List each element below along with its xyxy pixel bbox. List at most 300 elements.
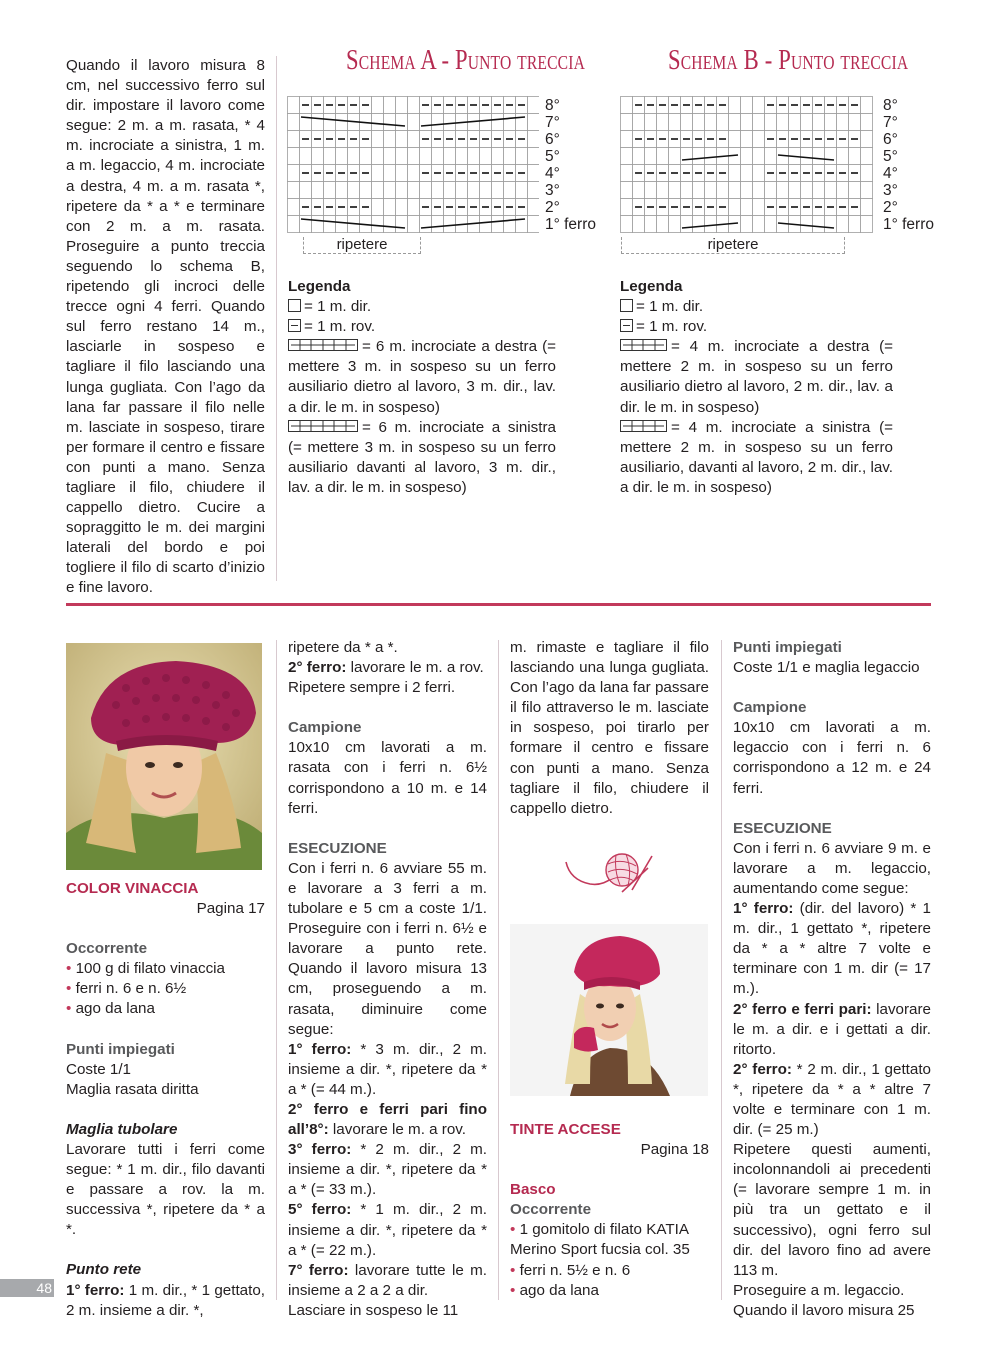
basco-title: Basco [510, 1181, 556, 1199]
end-text: Lasciare in sospeso le 11 [288, 1301, 459, 1319]
chart-cell [372, 114, 384, 131]
chart-cell [360, 148, 372, 165]
legend-purl: = 1 m. rov. [636, 318, 708, 336]
schema-a-repeat-label: ripetere [336, 236, 388, 253]
chart-cell [396, 182, 408, 199]
chart-cell [288, 216, 300, 233]
chart-cell [753, 199, 765, 216]
row-label: 2° ferro: [733, 1060, 792, 1078]
chart-cell [849, 216, 861, 233]
legend-cable-right: = 4 m. incrociate a destra (= mettere 2 m. in sospeso su un ferro ausiliario dietro al lavoro, 2 m. dir., lav. a dir. le m. in sospeso) [620, 338, 893, 416]
campione-text: 10x10 cm lavorati a m. rasata con i ferri n. 6½ corrispondono a 10 m. e 14 ferri. [288, 739, 487, 817]
chart-cell [432, 216, 444, 233]
chart-cell [693, 216, 705, 233]
chart-cell [420, 182, 432, 199]
cable-right-6-icon [288, 339, 358, 352]
chart-cell [753, 114, 765, 131]
intro-text-column [66, 56, 265, 599]
chart-cell [849, 148, 861, 165]
chart-cell [633, 148, 645, 165]
chart-cell [777, 114, 789, 131]
chart-row-label: 1° ferro [883, 216, 934, 233]
chart-row-label: 3° [883, 182, 898, 199]
intro-paragraph: Quando il lavoro misura 8 cm, nel successivo ferro sul dir. impostare il lavoro come segue: 2 m. a m. rasata, * 4 m. incrociate a sinistra, 1 m. a m. legaccio, 4 m. incrociate a destra, 4 m. a m. rasata *, ripetere da * a * e terminare con 2 m. a m. rasata. Proseguire a punto treccia seguendo lo schema B, ripetendo gli incroci delle trecce ogni 4 ferri. Quando sul ferro restano 14 m., lasciarle in sospeso e tagliare il filo lasciando una lunga gugliata. Con l’ago da lana far passare il filo nelle m. lasciate in sospeso, tirare per formare il centro e fissare con punti a mano. Senza tagliare il filo, chiudere il cappello dietro. Cucire a sopraggitto le m. dei margini laterali del bordo e poi togliere il filo di scarto d’inizio e fine lavoro. [66, 57, 265, 597]
beret-woman-photo [66, 643, 262, 870]
chart-cell [825, 148, 837, 165]
chart-cell [420, 148, 432, 165]
page-reference: Pagina 17 [196, 900, 265, 918]
tail-text: Quando il lavoro misura 25 [733, 1301, 915, 1319]
chart-cell [621, 131, 633, 148]
chart-cell [528, 199, 540, 216]
col2-intro: ripetere da * a *. [288, 639, 398, 656]
chart-cell [480, 216, 492, 233]
chart-cell [312, 148, 324, 165]
occorrente-title: Occorrente [510, 1201, 592, 1219]
chart-cell [408, 199, 420, 216]
purl-square-icon [288, 319, 301, 332]
chart-row-label: 2° [883, 199, 898, 216]
chart-cell [729, 114, 741, 131]
chart-cell [300, 148, 312, 165]
chart-cell [384, 131, 396, 148]
chart-cell [528, 131, 540, 148]
pink-beret-woman-photo [510, 924, 708, 1096]
chart-cell [753, 216, 765, 233]
chart-cell [528, 114, 540, 131]
schema-a-legend-title: Legenda [288, 278, 351, 295]
chart-cell [621, 97, 633, 114]
chart-cell [837, 182, 849, 199]
chart-cell [705, 114, 717, 131]
row-text: * 2 m. dir., 2 m. insieme a dir. *, ripetere da * a * (= 33 m.). [288, 1141, 487, 1199]
chart-cell [861, 114, 873, 131]
chart-cell [657, 148, 669, 165]
chart-cell [813, 148, 825, 165]
chart-row-label: 7° [883, 114, 898, 131]
chart-cell [825, 182, 837, 199]
chart-cell [705, 148, 717, 165]
chart-cell [621, 148, 633, 165]
chart-cell [396, 97, 408, 114]
chart-cell [849, 182, 861, 199]
chart-cell [288, 199, 300, 216]
row-label: 2° ferro e ferri pari: [733, 1000, 872, 1018]
chart-cell [705, 216, 717, 233]
occorrente-title: Occorrente [66, 940, 148, 958]
row-text: * 3 m. dir., 2 m. insieme a dir. *, ripetere da * a * (= 44 m.). [288, 1040, 487, 1098]
tubolare-text: Lavorare tutti i ferri come segue: * 1 m. dir., filo davanti e passare a rov. la m. successiva *, ripetere da * a *. [66, 1140, 265, 1239]
chart-cell [528, 216, 540, 233]
chart-cell [516, 148, 528, 165]
chart-cell [324, 216, 336, 233]
chart-cell [324, 182, 336, 199]
chart-cell [801, 114, 813, 131]
row-label: 5° ferro: [288, 1201, 352, 1219]
chart-cell [396, 165, 408, 182]
chart-cell [813, 114, 825, 131]
chart-cell [621, 199, 633, 216]
chart-cell [765, 182, 777, 199]
chart-cell [657, 182, 669, 199]
row-text: * 2 m. dir., 1 gettato *, ripetere da * a * altre 7 volte e terminare con 1 m. dir. (= 25 m.) [733, 1060, 932, 1139]
chart-cell [288, 131, 300, 148]
row-text: * 1 m. dir., 2 m. insieme a dir. *, ripetere da * a * (= 22 m.). [288, 1201, 487, 1259]
legend-cable-left: = 6 m. incrociate a sinistra (= mettere 3 m. in sospeso su un ferro ausiliario davanti al lavoro, 3 m. dir., lav. a dir. le m. in sospeso) [288, 418, 556, 496]
chart-cell [324, 114, 336, 131]
tail-text: Proseguire a m. legaccio. [733, 1281, 905, 1299]
chart-cell [693, 182, 705, 199]
chart-cell [420, 114, 432, 131]
chart-cell [729, 131, 741, 148]
row-text: lavorare le m. a rov. [346, 659, 484, 677]
chart-cell [408, 114, 420, 131]
chart-cell [837, 114, 849, 131]
chart-cell [288, 97, 300, 114]
chart-cell [753, 97, 765, 114]
chart-cell [300, 114, 312, 131]
chart-cell [753, 148, 765, 165]
chart-cell [372, 97, 384, 114]
chart-cell [312, 114, 324, 131]
chart-cell [528, 165, 540, 182]
chart-cell [825, 114, 837, 131]
chart-cell [645, 182, 657, 199]
cable-left-4-icon [620, 420, 667, 433]
chart-cell [669, 148, 681, 165]
chart-cell [837, 216, 849, 233]
chart-cell [492, 114, 504, 131]
chart-cell [396, 114, 408, 131]
chart-cell [468, 148, 480, 165]
chart-cell [504, 114, 516, 131]
chart-cell [633, 216, 645, 233]
list-item: • ferri n. 6 e n. 6½ [66, 980, 187, 998]
chart-cell [861, 97, 873, 114]
chart-cell [336, 216, 348, 233]
campione-text: 10x10 cm lavorati a m. legaccio con i ferri n. 6 corrispondono a 12 m. e 24 ferri. [733, 719, 931, 797]
chart-cell [300, 182, 312, 199]
chart-cell [504, 216, 516, 233]
row-label: 3° ferro: [288, 1141, 352, 1159]
chart-cell [645, 216, 657, 233]
row-text: lavorare tutte le m. insieme a 2 a 2 a dir. [288, 1261, 487, 1299]
chart-cell [705, 182, 717, 199]
chart-cell [633, 114, 645, 131]
column-3 [510, 638, 709, 819]
chart-cell [288, 165, 300, 182]
punti-text: Coste 1/1 e maglia legaccio [733, 659, 920, 677]
chart-cell [861, 148, 873, 165]
chart-cell [741, 97, 753, 114]
chart-cell [729, 199, 741, 216]
schema-a-row-labels [545, 97, 596, 233]
chart-cell [516, 216, 528, 233]
chart-cell [480, 114, 492, 131]
chart-cell [765, 216, 777, 233]
tail-text: Ripetere questi aumenti, incolonnandoli ai precedenti (= lavorare sempre 1 m. in più tra un gettato e il successivo), ogni ferro sul dir. del lavoro fino ad avere 113 m. [733, 1141, 931, 1279]
chart-cell [432, 114, 444, 131]
knit-square-icon [288, 299, 301, 312]
chart-cell [741, 165, 753, 182]
list-item: • ago da lana [66, 1000, 155, 1018]
chart-cell [681, 216, 693, 233]
chart-cell [372, 131, 384, 148]
chart-cell [516, 114, 528, 131]
chart-cell [516, 182, 528, 199]
chart-cell [645, 148, 657, 165]
chart-cell [657, 216, 669, 233]
legend-cable-left: = 4 m. incrociate a sinistra (= mettere 2 m. in sospeso su un ferro ausiliario, davanti al lavoro, 2 m. dir., lav. a dir. le m. in sospeso) [620, 418, 893, 496]
chart-cell [480, 182, 492, 199]
cable-left-6-icon [288, 420, 358, 433]
chart-cell [384, 97, 396, 114]
chart-row-label: 5° [883, 148, 898, 165]
chart-cell [645, 114, 657, 131]
chart-row-label: 6° [883, 131, 898, 148]
chart-cell [384, 216, 396, 233]
chart-row-label: 5° [545, 148, 560, 165]
row-label: 7° ferro: [288, 1261, 349, 1279]
chart-cell [408, 182, 420, 199]
chart-cell [861, 165, 873, 182]
chart-cell [813, 182, 825, 199]
chart-cell [420, 216, 432, 233]
chart-cell [669, 216, 681, 233]
chart-cell [336, 114, 348, 131]
list-item: Maglia rasata diritta [66, 1080, 199, 1098]
chart-cell [288, 114, 300, 131]
chart-cell [336, 148, 348, 165]
col3-text: m. rimaste e tagliare il filo lasciando una lunga gugliata. Con l’ago da lana far passare il filo attraverso le m. lasciate in sospeso, poi tirarlo per formare il centro e fissare con punti a mano. Senza tagliare il filo, chiudere il cappello dietro. [510, 639, 709, 817]
chart-cell [741, 131, 753, 148]
chart-cell [825, 216, 837, 233]
chart-cell [681, 182, 693, 199]
rete-row-label: 1° ferro: [66, 1281, 125, 1299]
chart-cell [789, 114, 801, 131]
chart-cell [372, 165, 384, 182]
chart-row-label: 2° [545, 199, 560, 216]
chart-cell [456, 148, 468, 165]
chart-cell [444, 216, 456, 233]
column-1 [66, 879, 265, 1321]
chart-cell [657, 114, 669, 131]
column-divider [721, 640, 722, 1300]
legend-knit: = 1 m. dir. [636, 298, 704, 316]
chart-cell [492, 216, 504, 233]
section-divider [66, 603, 931, 606]
chart-cell [693, 114, 705, 131]
repeat-text: Ripetere sempre i 2 ferri. [288, 679, 456, 697]
chart-cell [621, 114, 633, 131]
chart-cell [444, 182, 456, 199]
chart-cell [372, 216, 384, 233]
chart-cell [312, 182, 324, 199]
chart-cell [336, 182, 348, 199]
chart-cell [633, 182, 645, 199]
chart-cell [528, 97, 540, 114]
project-title: COLOR VINACCIA [66, 880, 199, 897]
chart-row-label: 7° [545, 114, 560, 131]
chart-cell [861, 182, 873, 199]
chart-cell [861, 199, 873, 216]
chart-cell [528, 148, 540, 165]
row-label: 2° ferro e ferri pari fino all’8°: [288, 1100, 487, 1139]
chart-cell [384, 114, 396, 131]
chart-cell [360, 182, 372, 199]
chart-cell [681, 114, 693, 131]
esecuzione-title: ESECUZIONE [288, 839, 387, 857]
rete-title: Punto rete [66, 1261, 142, 1279]
chart-cell [753, 165, 765, 182]
chart-cell [396, 216, 408, 233]
chart-row-label: 6° [545, 131, 560, 148]
chart-cell [729, 182, 741, 199]
chart-cell [849, 114, 861, 131]
chart-cell [729, 97, 741, 114]
row-text: (dir. del lavoro) * 1 m. dir., 1 gettato *, ripetere da * a * altre 7 volte e terminare con 1 m. dir (= 17 m.). [733, 900, 931, 998]
schema-b-legend-title: Legenda [620, 278, 683, 295]
purl-square-icon [620, 319, 633, 332]
chart-cell [621, 182, 633, 199]
esecuzione-text: Con i ferri n. 6 avviare 55 m. e lavorare a 3 ferri a m. tubolare e 5 cm a coste 1/1. Proseguire con i ferri n. 6½ e lavorare a punto rete. Quando il lavoro misura 13 cm, proseguendo a m. rasata, diminuire come segue: [288, 859, 487, 1038]
chart-cell [408, 131, 420, 148]
chart-cell [801, 148, 813, 165]
punti-title: Punti impiegati [733, 639, 842, 656]
column-3-lower [510, 1120, 709, 1301]
esecuzione-title: ESECUZIONE [733, 819, 832, 837]
chart-cell [741, 182, 753, 199]
schema-a-repeat [303, 237, 421, 254]
chart-cell [372, 182, 384, 199]
chart-cell [408, 97, 420, 114]
column-divider [498, 640, 499, 1300]
chart-row-label: 4° [545, 165, 560, 182]
yarn-ball-icon [562, 848, 654, 896]
row-label: 1° ferro: [288, 1040, 352, 1058]
chart-cell [348, 182, 360, 199]
chart-row-label: 3° [545, 182, 560, 199]
column-4 [733, 638, 931, 1321]
chart-row-label: 8° [883, 97, 898, 114]
chart-cell [408, 165, 420, 182]
schema-b-legend [620, 277, 893, 498]
page-number: 48 [0, 1279, 54, 1297]
chart-cell [765, 114, 777, 131]
chart-cell [861, 131, 873, 148]
chart-cell [801, 182, 813, 199]
chart-cell [492, 182, 504, 199]
chart-cell [837, 148, 849, 165]
campione-title: Campione [288, 719, 362, 737]
campione-title: Campione [733, 699, 807, 717]
chart-cell [384, 148, 396, 165]
chart-cell [492, 148, 504, 165]
legend-purl: = 1 m. rov. [304, 318, 376, 336]
tubolare-title: Maglia tubolare [66, 1120, 178, 1138]
chart-cell [753, 182, 765, 199]
column-divider [276, 640, 277, 1300]
chart-cell [300, 216, 312, 233]
knit-square-icon [620, 299, 633, 312]
list-item: • 100 g di filato vinaccia [66, 960, 225, 978]
chart-cell [480, 148, 492, 165]
row-label: 2° ferro: [288, 659, 347, 677]
chart-cell [456, 182, 468, 199]
chart-row-label: 8° [545, 97, 560, 114]
legend-knit: = 1 m. dir. [304, 298, 372, 316]
chart-cell [777, 182, 789, 199]
chart-cell [621, 165, 633, 182]
chart-cell [741, 216, 753, 233]
chart-cell [741, 114, 753, 131]
chart-cell [384, 182, 396, 199]
row-label: 1° ferro: [733, 900, 794, 918]
chart-cell [324, 148, 336, 165]
chart-cell [384, 165, 396, 182]
chart-cell [372, 148, 384, 165]
chart-cell [813, 216, 825, 233]
chart-cell [729, 165, 741, 182]
chart-cell [621, 216, 633, 233]
chart-cell [741, 199, 753, 216]
schema-b-repeat [621, 237, 845, 254]
list-item: Coste 1/1 [66, 1060, 132, 1078]
chart-cell [669, 114, 681, 131]
chart-cell [717, 114, 729, 131]
schema-b-row-labels [883, 97, 934, 233]
chart-cell [396, 199, 408, 216]
chart-cell [717, 182, 729, 199]
chart-cell [801, 216, 813, 233]
chart-cell [669, 182, 681, 199]
chart-cell [528, 182, 540, 199]
list-item: • 1 gomitolo di filato KATIA Merino Sport fucsia col. 35 [510, 1221, 690, 1259]
chart-cell [504, 148, 516, 165]
schema-b-chart [620, 96, 876, 238]
chart-cell [681, 148, 693, 165]
legend-cable-right: = 6 m. incrociate a destra (= mettere 3 m. in sospeso su un ferro ausiliario dietro al lavoro, 3 m. dir., lav. a dir. le m. in sospeso) [288, 338, 556, 416]
rete-row-text: 1 m. dir., * 1 gettato, 2 m. insieme a dir. *, [66, 1281, 265, 1319]
chart-cell [288, 148, 300, 165]
schema-a-title: Schema A - Punto treccia [346, 44, 586, 76]
list-item: • ferri n. 5½ e n. 6 [510, 1261, 631, 1279]
chart-cell [348, 148, 360, 165]
schema-a-chart [287, 96, 539, 238]
project-title: TINTE ACCESE [510, 1121, 621, 1138]
esecuzione-text: Con i ferri n. 6 avviare 9 m. e lavorare a m. legaccio, aumentando come segue: [733, 839, 931, 897]
chart-cell [753, 131, 765, 148]
list-item: • ago da lana [510, 1281, 599, 1299]
schema-a-legend [288, 277, 556, 498]
chart-cell [288, 182, 300, 199]
chart-cell [741, 148, 753, 165]
chart-row-label: 1° ferro [545, 216, 596, 233]
chart-row-label: 4° [883, 165, 898, 182]
chart-cell [444, 114, 456, 131]
chart-cell [765, 148, 777, 165]
chart-cell [444, 148, 456, 165]
punti-title: Punti impiegati [66, 1040, 175, 1058]
chart-cell [312, 216, 324, 233]
chart-cell [408, 148, 420, 165]
row-text: lavorare le m. a rov. [328, 1121, 466, 1139]
chart-cell [789, 182, 801, 199]
column-2 [288, 638, 487, 1321]
chart-cell [372, 199, 384, 216]
chart-cell [432, 182, 444, 199]
chart-cell [396, 148, 408, 165]
